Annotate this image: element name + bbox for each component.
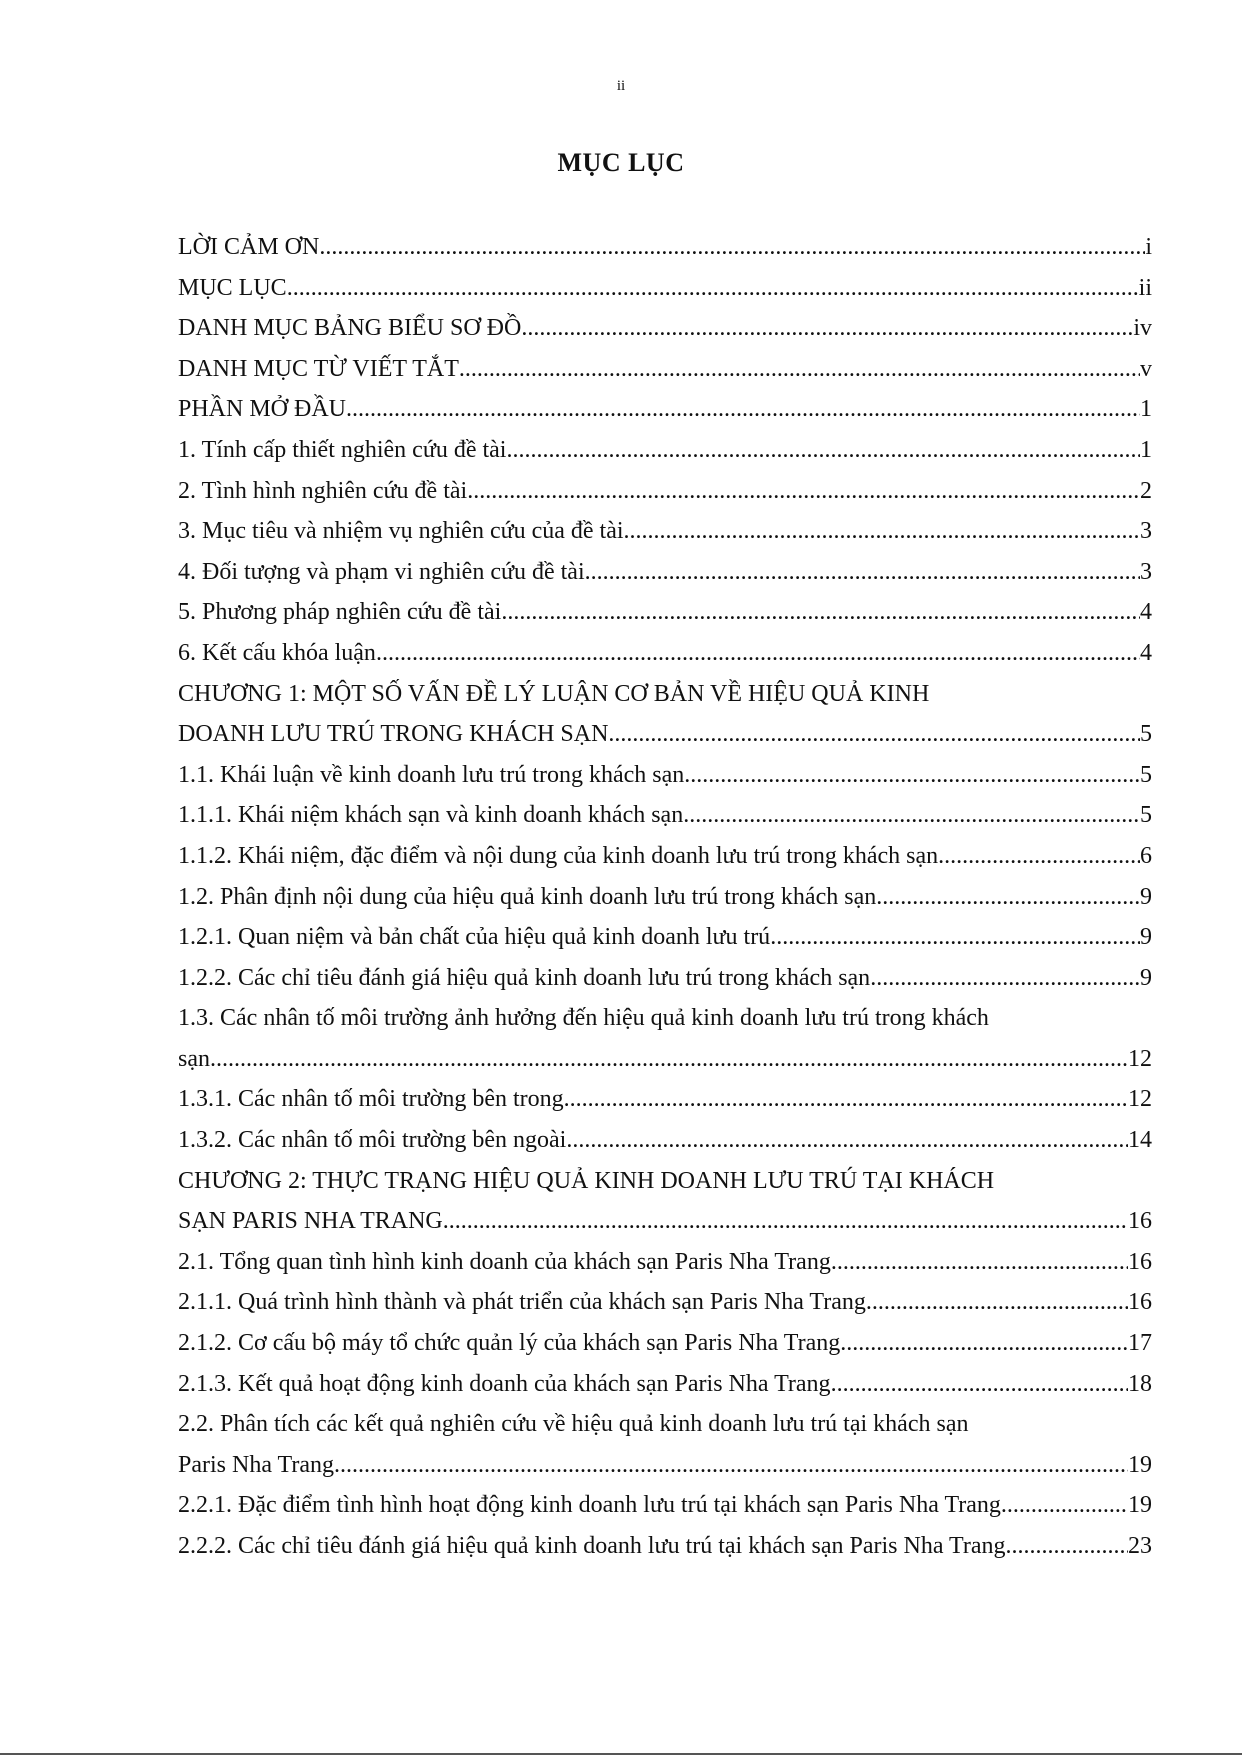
- toc-leader-dots: [624, 511, 1140, 552]
- toc-entry-page: 14: [1128, 1127, 1152, 1154]
- toc-entry[interactable]: [178, 1323, 1152, 1364]
- toc-entry-chapter-2-line-1[interactable]: [178, 1161, 1152, 1202]
- toc-entry-page: 9: [1140, 883, 1152, 910]
- toc-entry-page: 23: [1128, 1533, 1152, 1559]
- toc-entry-section-2-2-line-1[interactable]: [178, 1404, 1152, 1445]
- toc-entry[interactable]: [178, 511, 1152, 552]
- toc-entry-chapter-1-line-1[interactable]: [178, 674, 1152, 715]
- toc-entry-text: 2.1.1. Quá trình hình thành và phát triển của khách sạn Paris Nha Trang: [178, 1289, 866, 1316]
- toc-entry-page: 2: [1140, 477, 1152, 504]
- toc-leader-dots: [521, 308, 1133, 349]
- toc-entry[interactable]: [178, 1364, 1152, 1405]
- toc-entry-text: 2.2.2. Các chỉ tiêu đánh giá hiệu quả kinh doanh lưu trú tại khách sạn Paris Nha Trang: [178, 1533, 1006, 1559]
- toc-entry[interactable]: [178, 430, 1152, 471]
- toc-leader-dots: [376, 633, 1140, 674]
- toc-leader-dots: [1006, 1526, 1128, 1567]
- toc-entry-chapter-2-line-2[interactable]: [178, 1201, 1152, 1242]
- toc-entry[interactable]: [178, 795, 1152, 836]
- toc-entry-page: 3: [1140, 558, 1152, 585]
- toc-entry-text: DOANH LƯU TRÚ TRONG KHÁCH SẠN: [178, 721, 609, 748]
- toc-entry-text: DANH MỤC TỪ VIẾT TẮT: [178, 355, 459, 382]
- toc-entry-page: 16: [1128, 1289, 1152, 1316]
- toc-entry-text: 1.1.2. Khái niệm, đặc điểm và nội dung của kinh doanh lưu trú trong khách sạn: [178, 842, 939, 869]
- toc-entry-text: MỤC LỤC: [178, 274, 287, 301]
- toc-entry[interactable]: [178, 1242, 1152, 1283]
- toc-entry-text: 1.2.1. Quan niệm và bản chất của hiệu quả kinh doanh lưu trú: [178, 924, 771, 951]
- toc-entry-text: 2. Tình hình nghiên cứu đề tài: [178, 477, 468, 504]
- toc-entry-text: 2.2.1. Đặc điểm tình hình hoạt động kinh doanh lưu trú tại khách sạn Paris Nha Trang: [178, 1492, 1001, 1519]
- toc-entry-page: 1: [1140, 396, 1152, 423]
- toc-entry-page: 9: [1140, 924, 1152, 951]
- toc-entry-page: ii: [1138, 274, 1152, 301]
- toc-entry-page: 6: [1140, 842, 1152, 869]
- toc-entry-page: 3: [1140, 518, 1152, 545]
- toc-entry-page: 5: [1140, 802, 1152, 829]
- toc-entry-text: 1.1.1. Khái niệm khách sạn và kinh doanh khách sạn: [178, 802, 684, 829]
- toc-leader-dots: [346, 389, 1140, 430]
- toc-leader-dots: [840, 1323, 1128, 1364]
- toc-entry-page: 16: [1128, 1208, 1152, 1235]
- toc-leader-dots: [501, 592, 1140, 633]
- toc-entry-text: 4. Đối tượng và phạm vi nghiên cứu đề tài: [178, 558, 585, 585]
- toc-entry-page: 18: [1128, 1370, 1152, 1397]
- toc-entry[interactable]: [178, 471, 1152, 512]
- toc-entry-text: 1.3.2. Các nhân tố môi trường bên ngoài: [178, 1127, 567, 1154]
- toc-entry-page: v: [1140, 355, 1152, 382]
- toc-entry[interactable]: [178, 268, 1152, 309]
- toc-entry-page: 4: [1140, 639, 1152, 666]
- toc-entry[interactable]: [178, 308, 1152, 349]
- toc-entry[interactable]: [178, 592, 1152, 633]
- toc-entry-text: 1. Tính cấp thiết nghiên cứu đề tài: [178, 436, 507, 463]
- toc-entry[interactable]: [178, 227, 1152, 268]
- toc-entry-text: SẠN PARIS NHA TRANG: [178, 1208, 443, 1235]
- toc-leader-dots: [684, 755, 1140, 796]
- toc-entry-page: 5: [1140, 761, 1152, 788]
- toc-entry-page: 12: [1128, 1045, 1152, 1072]
- toc-entry-section-1-3-line-1[interactable]: [178, 998, 1152, 1039]
- toc-entry[interactable]: [178, 836, 1152, 877]
- toc-entry[interactable]: [178, 917, 1152, 958]
- toc-entry-text: sạn: [178, 1045, 210, 1072]
- toc-entry[interactable]: [178, 958, 1152, 999]
- toc-entry-page: i: [1145, 234, 1152, 260]
- toc-entry-text: Paris Nha Trang: [178, 1451, 335, 1478]
- toc-leader-dots: [683, 795, 1140, 836]
- page-number: ii: [616, 78, 626, 94]
- toc-leader-dots: [467, 471, 1140, 512]
- toc-entry[interactable]: [178, 877, 1152, 918]
- toc-entry-text: 6. Kết cấu khóa luận: [178, 639, 376, 666]
- toc-entry-page: 9: [1140, 964, 1152, 991]
- toc-entry[interactable]: [178, 1485, 1152, 1526]
- toc-leader-dots: [938, 836, 1140, 877]
- toc-entry[interactable]: [178, 1526, 1152, 1567]
- toc-leader-dots: [459, 349, 1140, 390]
- toc-entry[interactable]: [178, 389, 1152, 430]
- page-title: MỤC LỤC: [557, 148, 685, 177]
- toc-entry-text: 2.1.3. Kết quả hoạt động kinh doanh của khách sạn Paris Nha Trang: [178, 1370, 831, 1397]
- toc-entry-text: LỜI CẢM ƠN: [178, 234, 320, 260]
- toc-leader-dots: [566, 1120, 1128, 1161]
- toc-entry-section-1-3-line-2[interactable]: [178, 1039, 1152, 1080]
- toc-entry[interactable]: [178, 349, 1152, 390]
- toc-entry-page: 17: [1128, 1330, 1152, 1357]
- toc-entry[interactable]: [178, 552, 1152, 593]
- toc-leader-dots: [210, 1039, 1128, 1080]
- toc-leader-dots: [831, 1364, 1128, 1405]
- toc-leader-dots: [770, 917, 1140, 958]
- toc-leader-dots: [506, 430, 1140, 471]
- toc-entry-page: 4: [1140, 599, 1152, 626]
- toc-entry-text: DANH MỤC BẢNG BIỂU SƠ ĐỒ: [178, 315, 522, 342]
- toc-entry[interactable]: [178, 1282, 1152, 1323]
- toc-entry[interactable]: [178, 1079, 1152, 1120]
- toc-entry-page: 5: [1140, 721, 1152, 748]
- toc-entry[interactable]: [178, 633, 1152, 674]
- toc-leader-dots: [870, 958, 1140, 999]
- toc-entry-text: 1.3. Các nhân tố môi trường ảnh hưởng đến hiệu quả kinh doanh lưu trú trong khách: [178, 1005, 989, 1032]
- toc-entry-text: PHẦN MỞ ĐẦU: [178, 396, 347, 423]
- toc-entry-text: 1.1. Khái luận về kinh doanh lưu trú trong khách sạn: [178, 761, 685, 788]
- toc-entry-page: 19: [1128, 1451, 1152, 1478]
- toc-leader-dots: [608, 714, 1140, 755]
- toc-leader-dots: [287, 268, 1139, 309]
- toc-entry-chapter-1-line-2[interactable]: [178, 714, 1152, 755]
- toc-entry-page: iv: [1133, 315, 1152, 342]
- toc-entry[interactable]: [178, 1120, 1152, 1161]
- toc-entry-text: 2.1. Tổng quan tình hình kinh doanh của khách sạn Paris Nha Trang: [178, 1248, 831, 1275]
- toc-entry-section-2-2-line-2[interactable]: [178, 1445, 1152, 1486]
- toc-entry-text: 3. Mục tiêu và nhiệm vụ nghiên cứu của đề tài: [178, 518, 624, 545]
- toc-entry-page: 1: [1140, 436, 1152, 463]
- toc-leader-dots: [319, 227, 1145, 268]
- toc-entry-text: 2.1.2. Cơ cấu bộ máy tổ chức quản lý của khách sạn Paris Nha Trang: [178, 1330, 841, 1357]
- toc-entry-text: CHƯƠNG 2: THỰC TRẠNG HIỆU QUẢ KINH DOANH LƯU TRÚ TẠI KHÁCH: [178, 1167, 995, 1194]
- toc-leader-dots: [1001, 1485, 1128, 1526]
- toc-leader-dots: [334, 1445, 1128, 1486]
- toc-entry-text: CHƯƠNG 1: MỘT SỐ VẤN ĐỀ LÝ LUẬN CƠ BẢN VỀ HIỆU QUẢ KINH: [178, 680, 930, 707]
- toc-entry-text: 5. Phương pháp nghiên cứu đề tài: [178, 599, 502, 626]
- toc-entry-page: 12: [1128, 1086, 1152, 1113]
- toc-entry-text: 2.2. Phân tích các kết quả nghiên cứu về hiệu quả kinh doanh lưu trú tại khách sạn: [178, 1411, 969, 1438]
- toc-leader-dots: [564, 1079, 1128, 1120]
- toc-leader-dots: [585, 552, 1140, 593]
- toc-entry-text: 1.2. Phân định nội dung của hiệu quả kinh doanh lưu trú trong khách sạn: [178, 883, 877, 910]
- toc-leader-dots: [876, 877, 1140, 918]
- toc-entry-text: 1.3.1. Các nhân tố môi trường bên trong: [178, 1086, 564, 1113]
- table-of-contents: [178, 227, 1152, 1567]
- toc-entry-text: 1.2.2. Các chỉ tiêu đánh giá hiệu quả kinh doanh lưu trú trong khách sạn: [178, 964, 871, 991]
- toc-leader-dots: [831, 1242, 1128, 1283]
- toc-leader-dots: [866, 1282, 1128, 1323]
- toc-entry-page: 16: [1128, 1248, 1152, 1275]
- toc-leader-dots: [443, 1201, 1128, 1242]
- toc-entry-page: 19: [1128, 1492, 1152, 1519]
- toc-entry[interactable]: [178, 755, 1152, 796]
